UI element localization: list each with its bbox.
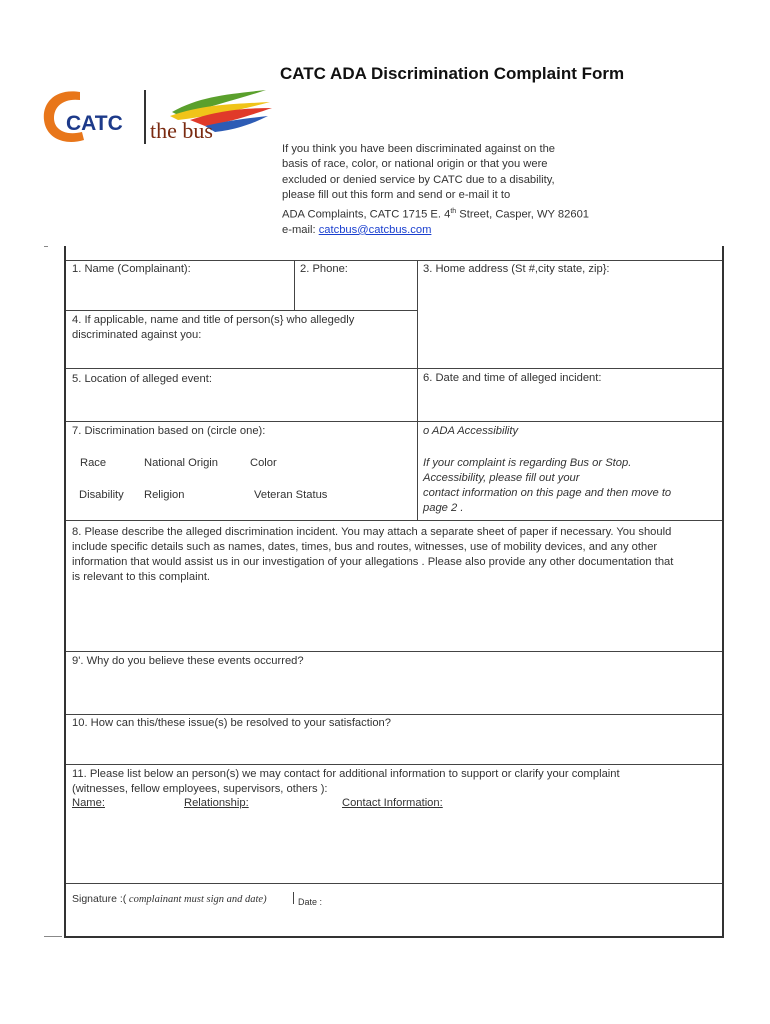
logo-brand-text: CATC [66,112,123,135]
datetime-field-label[interactable]: 6. Date and time of alleged incident: [423,372,602,384]
resolve-field-label[interactable]: 10. How can this/these issue(s) be resolved to your satisfaction? [72,717,392,729]
describe-field-label[interactable]: 8. Please describe the alleged discrimination incident. You may attach a separate sheet of paper if necessary. You should include specific details such as names, dates, times, bus and routes, witnesses, use of mobility devices, and any other information that would assist us in our investigation of your allegations . Please also provide any other documentation that is relevant to this complaint. [72,526,674,583]
basis-option-race[interactable]: Race [80,457,107,469]
catc-logo [40,86,275,148]
contact-col-contact-info: Contact Information: [342,797,443,809]
contact-col-name: Name: [72,797,105,809]
basis-option-veteran-status[interactable]: Veteran Status [254,489,328,501]
logo-divider [144,90,146,144]
basis-option-disability[interactable]: Disability [79,489,124,501]
address-field-label[interactable]: 3. Home address (St #,city state, zip}: [423,263,610,275]
contacts-field-label[interactable]: 11. Please list below an person(s) we may contact for additional information to support or clarify your complaint (witnesses, fellow employees, supervisors, others ): [72,768,620,795]
intro-line: If you think you have been discriminated against on the [282,143,556,155]
date-field-label[interactable]: Date : [298,897,323,907]
basis-option-national-origin[interactable]: National Origin [144,457,218,469]
persons-field-label[interactable]: 4. If applicable, name and title of person(s} who allegedly discriminated against you: [72,314,355,341]
basis-field-label: 7. Discrimination based on (circle one): [72,425,266,437]
email-link[interactable]: catcbus@catcbus.com [318,223,432,236]
email-line: e-mail: catcbus@catcbus.com [282,223,432,236]
intro-line: please fill out this form and send or e-mail it to [282,189,511,202]
phone-field-label[interactable]: 2. Phone: [300,263,348,275]
logo-subtitle-text: the bus [150,118,213,143]
ada-accessibility-option[interactable]: o ADA Accessibility [423,425,519,437]
ada-note: If your complaint is regarding Bus or Stop. Accessibility, please fill out your contact information on this page and then move to page 2 . [423,457,672,514]
contact-col-relationship: Relationship: [184,797,249,809]
mailing-address: ADA Complaints, CATC 1715 E. 4th Street, Casper, WY 82601 [282,207,590,221]
name-field-label[interactable]: 1. Name (Complainant): [72,263,191,275]
form-title: CATC ADA Discrimination Complaint Form [280,64,625,83]
location-field-label[interactable]: 5. Location of alleged event: [72,373,212,385]
basis-option-color[interactable]: Color [250,457,277,469]
intro-line: excluded or denied service by CATC due to a disability, [282,173,555,186]
why-field-label[interactable]: 9'. Why do you believe these events occurred? [72,655,304,667]
signature-field-label[interactable]: Signature :( complainant must sign and date) [72,893,267,905]
basis-option-religion[interactable]: Religion [144,489,185,501]
intro-text [282,142,589,238]
complaint-form [64,246,724,938]
intro-line: basis of race, color, or national origin or that you were [282,158,548,171]
